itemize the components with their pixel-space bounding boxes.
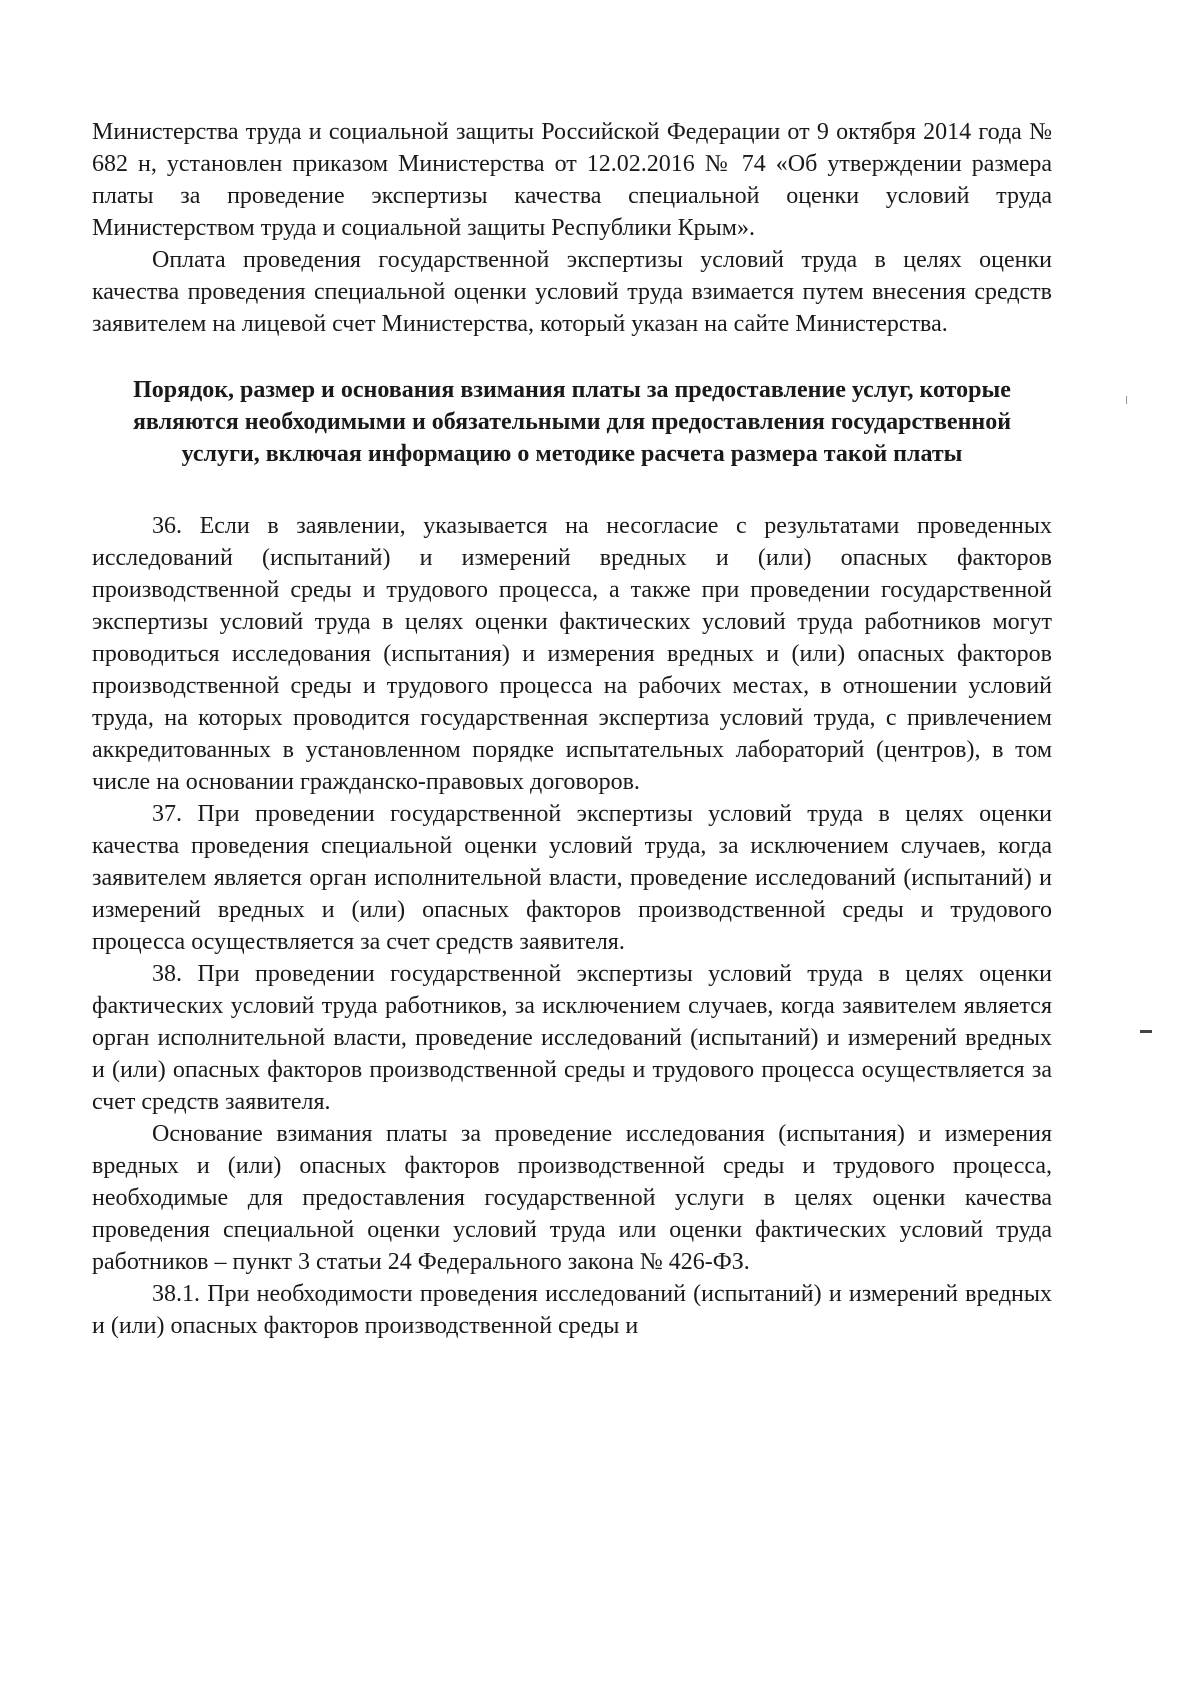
paragraph-item-36: 36. Если в заявлении, указывается на несогласие с результатами проведенных исследований (испытаний) и измерений вредных и (или) опасных факторов производственной среды и трудового процесса, а также при проведении государственной экспертизы условий труда в целях оценки фактических условий труда работников могут проводиться исследования (испытания) и измерения вредных и (или) опасных факторов производственной среды и трудового процесса на рабочих местах, в отношении условий труда, на которых проводится государственная экспертиза условий труда, с привлечением аккредитованных в установленном порядке испытательных лабораторий (центров), в том числе на основании гражданско-правовых договоров. [92,513,1052,795]
paragraph-payment-method: Оплата проведения государственной экспертизы условий труда в целях оценки качества проведения специальной оценки условий труда взимается путем внесения средств заявителем на лицевой счет Министерства, который указан на сайте Министерства. [92,247,1052,337]
paragraph-fee-basis: Основание взимания платы за проведение исследования (испытания) и измерения вредных и (или) опасных факторов производственной среды и трудового процесса, необходимые для предоставления государственной услуги в целях оценки качества проведения специальной оценки условий труда или оценки фактических условий труда работников – пункт 3 статьи 24 Федерального закона № 426-ФЗ. [92,1121,1052,1275]
paragraph-item-38: 38. При проведении государственной экспертизы условий труда в целях оценки фактических условий труда работников, за исключением случаев, когда заявителем является орган исполнительной власти, проведение исследований (испытаний) и измерений вредных и (или) опасных факторов производственной среды и трудового процесса осуществляется за счет средств заявителя. [92,961,1052,1115]
paragraph-order-reference: Министерства труда и социальной защиты Российской Федерации от 9 октября 2014 года № 682 н, установлен приказом Министерства от 12.02.2016 № 74 «Об утверждении размера платы за проведение экспертизы качества специальной оценки условий труда Министерством труда и социальной защиты Республики Крым». [92,119,1052,241]
paragraph-item-38-1: 38.1. При необходимости проведения исследований (испытаний) и измерений вредных и (или) опасных факторов производственной среды и [92,1281,1052,1339]
section-heading: Порядок, размер и основания взимания платы за предоставление услуг, которые являются необходимыми и обязательными для предоставления государственной услуги, включая информацию о методике расчета размера такой платы [132,377,1012,467]
scan-artifact-dot [1126,396,1127,404]
document-body [92,116,1052,1342]
scan-artifact-mark [1140,1030,1152,1033]
paragraph-item-37: 37. При проведении государственной экспертизы условий труда в целях оценки качества проведения специальной оценки условий труда, за исключением случаев, когда заявителем является орган исполнительной власти, проведение исследований (испытаний) и измерений вредных и (или) опасных факторов производственной среды и трудового процесса осуществляется за счет средств заявителя. [92,801,1052,955]
